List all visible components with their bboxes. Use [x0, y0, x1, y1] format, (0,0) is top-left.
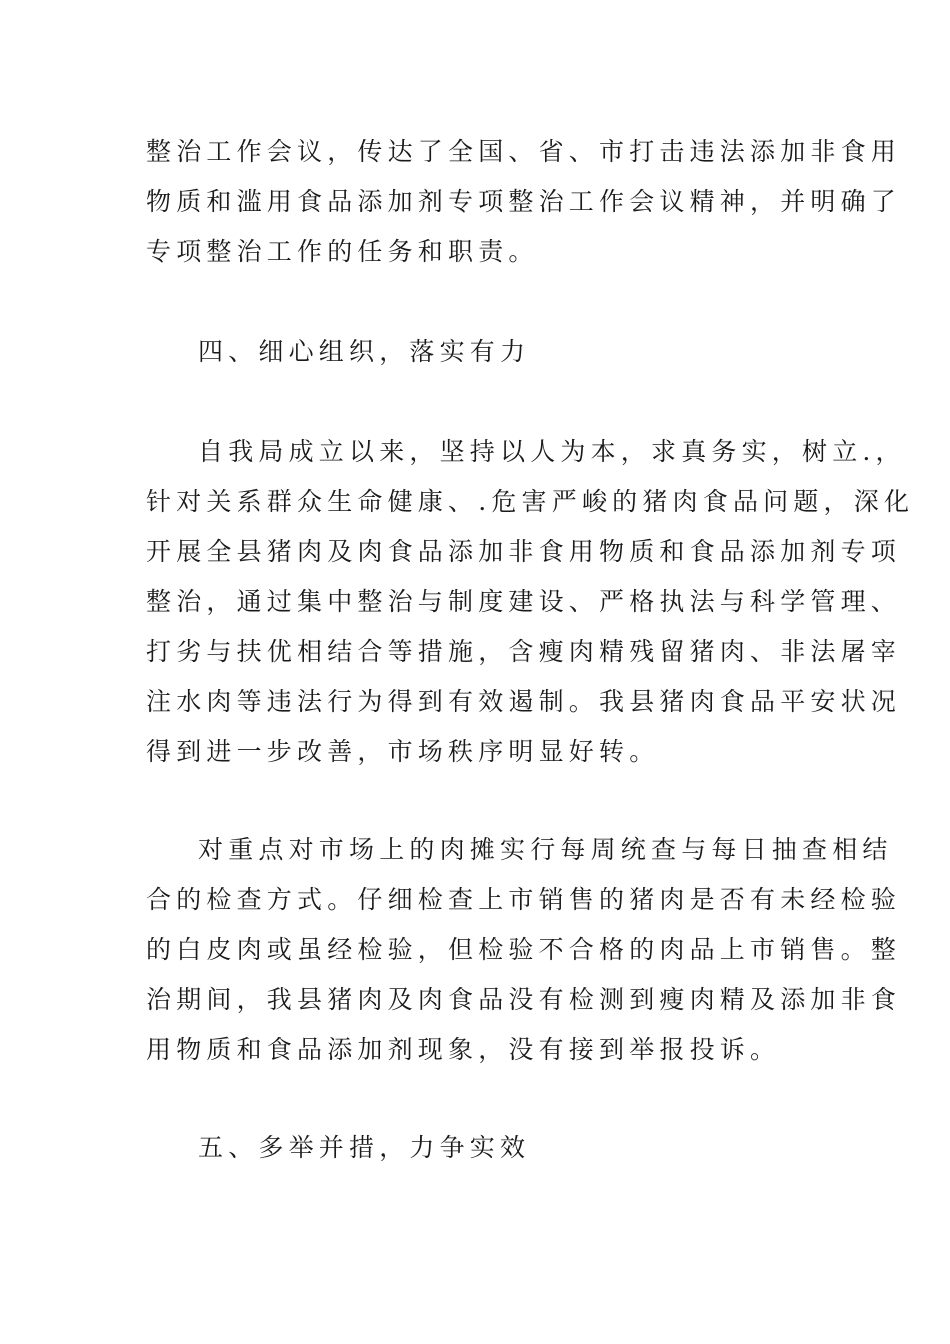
text-line: 对重点对市场上的肉摊实行每周统查与每日抽查相结 [198, 835, 893, 864]
text-line: 注水肉等违法行为得到有效遏制。我县猪肉食品平安状况 [146, 687, 902, 716]
text-line: 治期间，我县猪肉及肉食品没有检测到瘦肉精及添加非食 [146, 985, 902, 1014]
text-line: 的白皮肉或虽经检验，但检验不合格的肉品上市销售。整 [146, 935, 902, 964]
text-line: 自我局成立以来，坚持以人为本，求真务实，树立.， [198, 437, 906, 466]
text-line: 整治工作会议，传达了全国、省、市打击违法添加非食用 [146, 137, 902, 166]
section-heading-4: 四、细心组织，落实有力 [198, 337, 531, 366]
text-line: 针对关系群众生命健康、.危害严峻的猪肉食品问题，深化 [146, 487, 915, 516]
text-line: 开展全县猪肉及肉食品添加非食用物质和食品添加剂专项 [146, 537, 902, 566]
text-line: 用物质和食品添加剂现象，没有接到举报投诉。 [146, 1035, 781, 1064]
text-line: 打劣与扶优相结合等措施，含瘦肉精残留猪肉、非法屠宰 [146, 637, 902, 666]
text-line: 专项整治工作的任务和职责。 [146, 237, 539, 266]
text-line: 合的检查方式。仔细检查上市销售的猪肉是否有未经检验 [146, 885, 902, 914]
section-heading-5: 五、多举并措，力争实效 [198, 1133, 531, 1162]
text-line: 得到进一步改善，市场秩序明显好转。 [146, 737, 660, 766]
text-line: 物质和滥用食品添加剂专项整治工作会议精神，并明确了 [146, 187, 902, 216]
text-line: 整治，通过集中整治与制度建设、严格执法与科学管理、 [146, 587, 902, 616]
